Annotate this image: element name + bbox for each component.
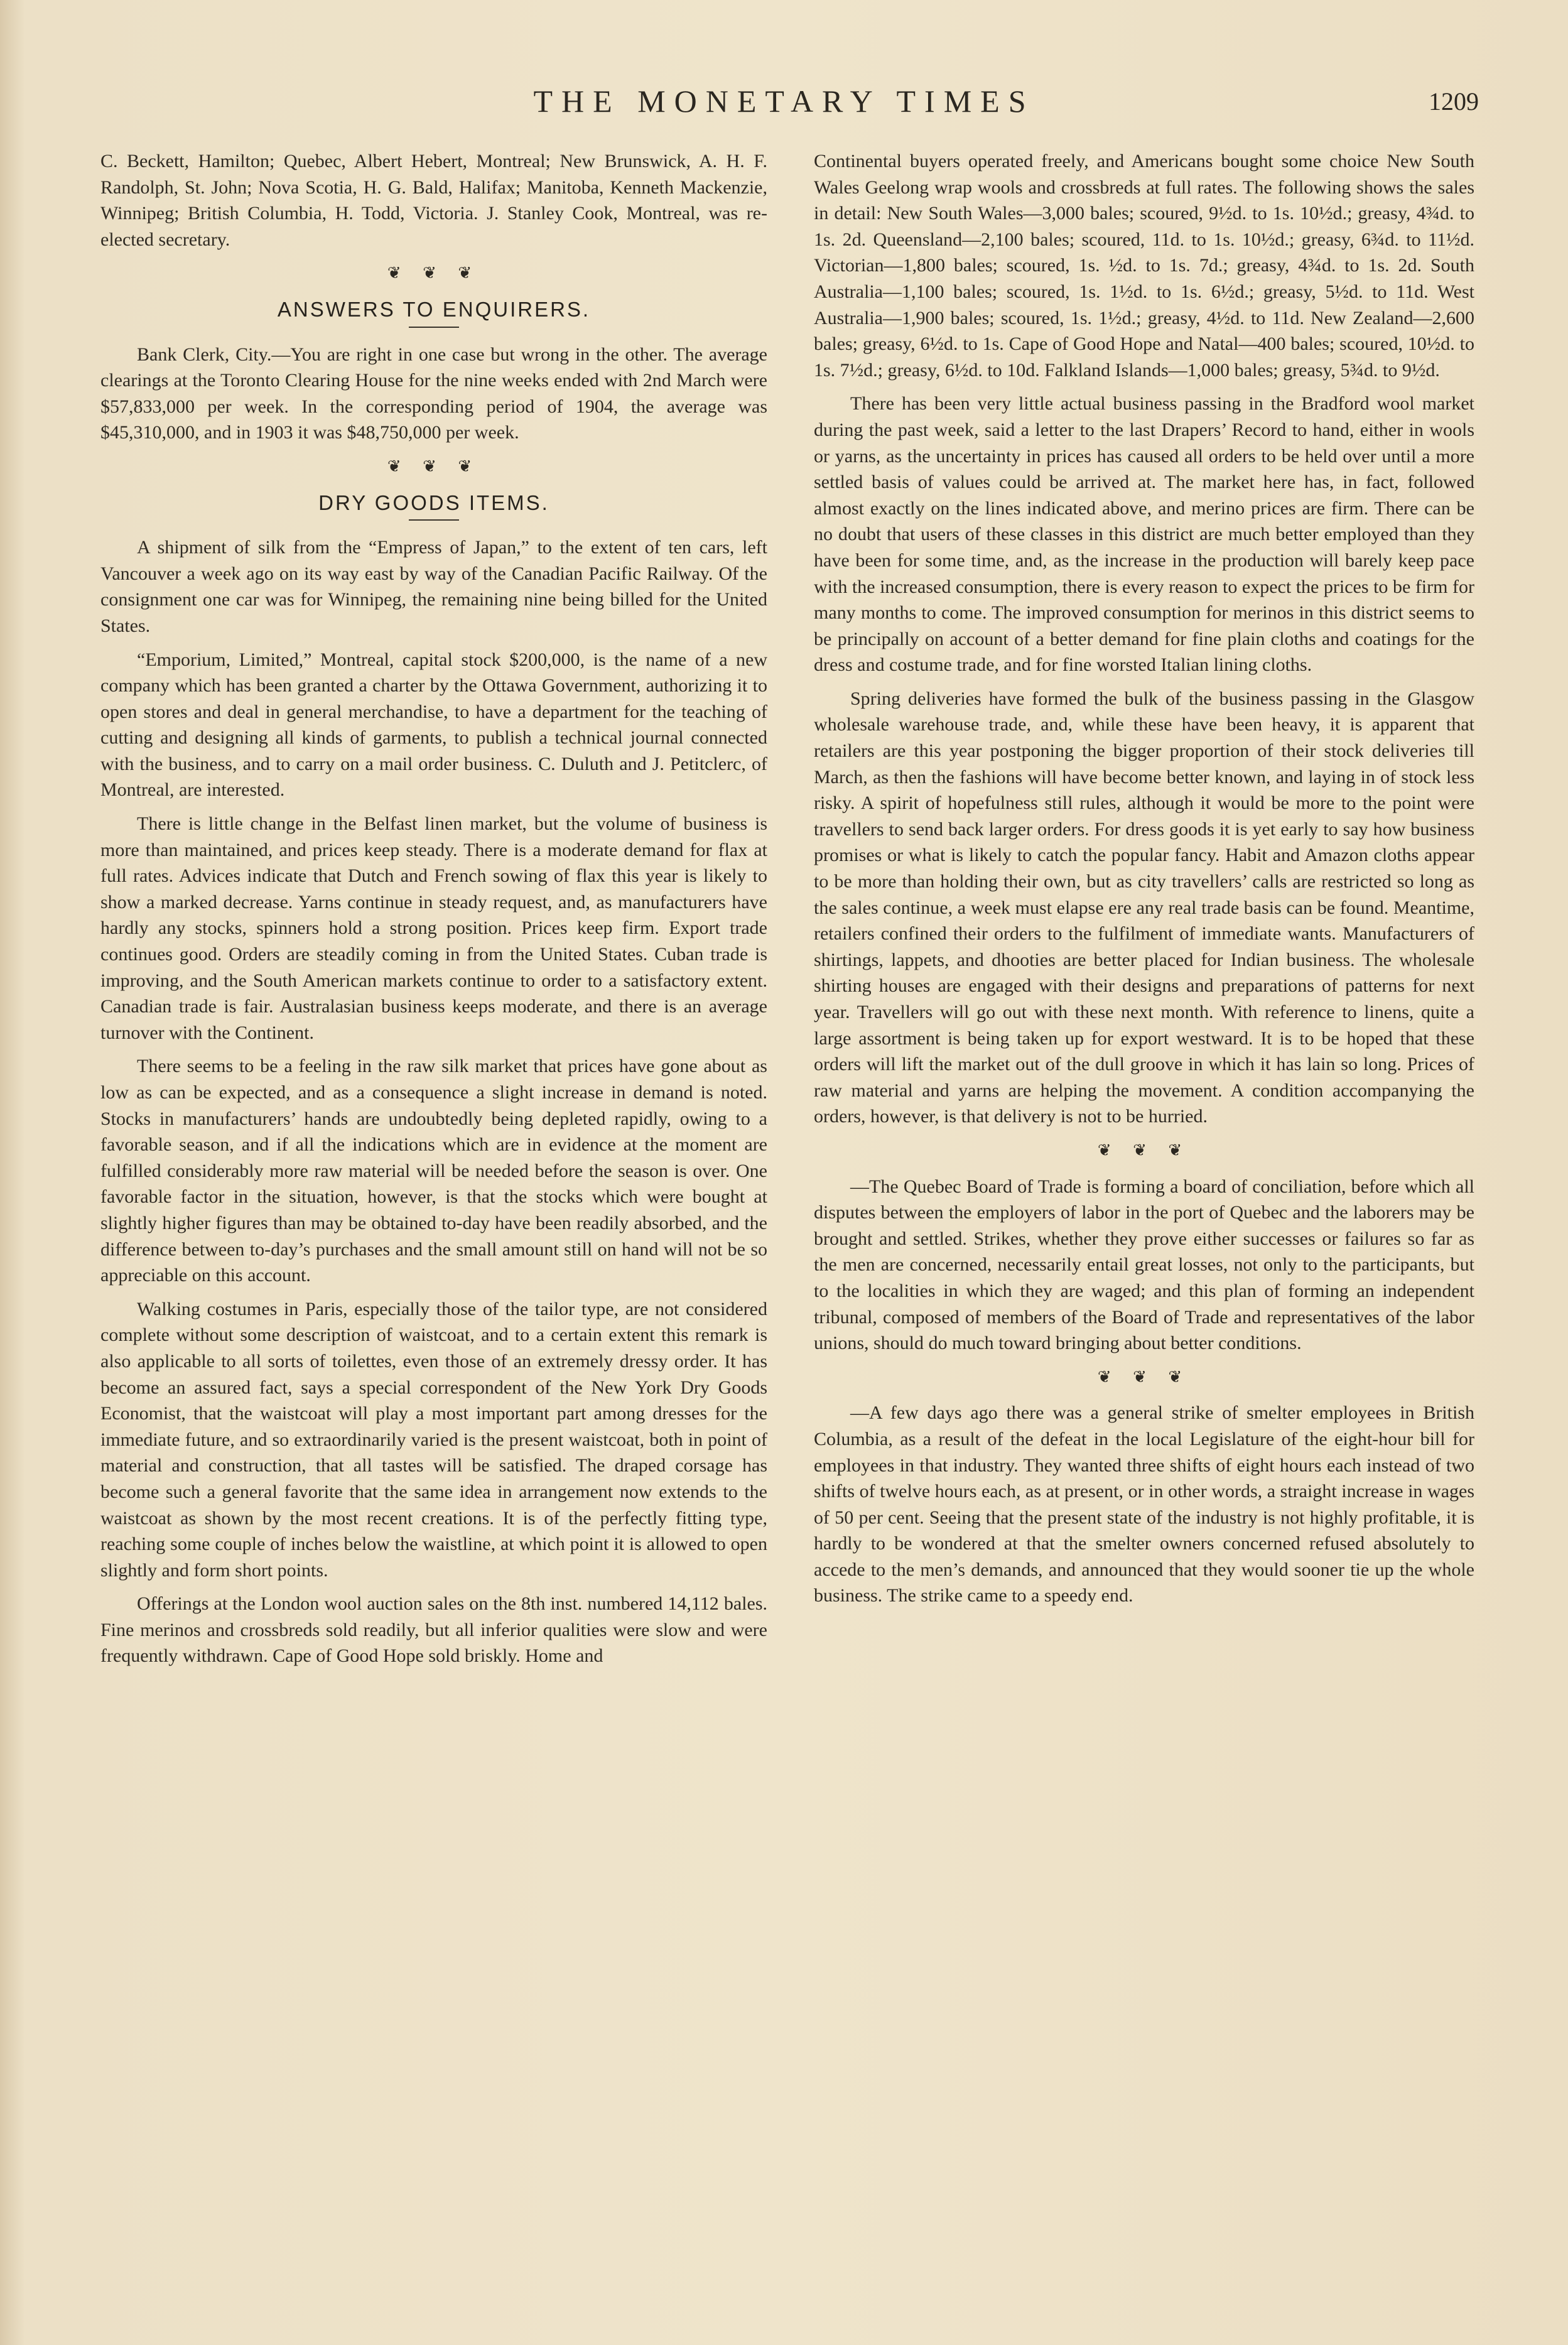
article-paragraph: Spring deliveries have formed the bulk of the business passing in the Glasgow wholesale warehouse trade, and, while these have been heavy, it is apparent that retailers are this year postponing the bigger proportion of their stock deliveries till March, as then the fashions will have become better known, and laying in of stock less risky. A spirit of hopefulness still rules, although it would be more to the point were travellers to send back larger orders. For dress goods it is yet early to say how business promises or what is likely to catch the popular fancy. Habit and Amazon cloths appear to be more than holding their own, but as city travellers’ calls are restricted so long as the sales continue, a week must elapse ere any real trade basis can be found. Meantime, retailers confined their orders to the fulfilment of immediate wants. Manufacturers of shirtings, lappets, and dhooties are better placed for Indian business. The wholesale shirting houses are engaged with their designs and preparations of patterns for next year. Travellers will go out with these next month. With reference to linens, quite a large assortment is being taken up for export westward. It is to be hoped that these orders will lift the market out of the dull groove in which it has lain so long. Prices of raw material and yarns are helping the movement. A condition accompanying the orders, however, is that delivery is not to be hurried.	[814, 688, 1474, 1127]
page-number: 1209	[1429, 87, 1479, 116]
section-ornament: ❦ ❦ ❦	[387, 264, 481, 283]
intro-paragraph: C. Beckett, Hamilton; Quebec, Albert Hebert, Montreal; New Brunswick, A. H. F. Randolph, St. John; Nova Scotia, H. G. Bald, Halifax; Manitoba, Kenneth Mackenzie, Winnipeg; British Columbia, H. Todd, Victoria. J. Stanley Cook, Montreal, was re-elected secretary.	[100, 151, 767, 250]
heading-rule	[409, 519, 459, 521]
masthead	[0, 83, 1568, 127]
article-paragraph: Offerings at the London wool auction sales on the 8th inst. numbered 14,112 bales. Fine merinos and crossbreds sold readily, but all inferior qualities were slow and were frequently withdrawn. Cape of Good Hope sold briskly. Home and	[100, 1593, 767, 1667]
article-paragraph: There has been very little actual business passing in the Bradford wool market during the past week, said a letter to the last Drapers’ Record to hand, either in wools or yarns, as the uncertainty in prices has caused all orders to be held over until a more settled basis of values could be arrived at. The market here has, in fact, followed almost exactly on the lines indicated above, and merino prices are firm. There can be no doubt that users of these classes in this district are much better employed than they have been for some time, and, as the increase in the production will barely keep pace with the increased consumption, there is every reason to expect the prices to be firm for many months to come. The improved consumption for merinos in this district seems to be principally on account of a better demand for fine plain cloths and coatings for the dress and costume trade, and for fine worsted Italian lining cloths.	[814, 393, 1474, 676]
heading-rule	[409, 327, 459, 328]
right-column	[814, 148, 1474, 1617]
left-column	[100, 148, 767, 1677]
article-paragraph: There seems to be a feeling in the raw silk market that prices have gone about as low as can be expected, and as a consequence a slight increase in demand is noted. Stocks in manufacturers’ hands are undoubtedly being depleted rapidly, owing to a favorable season, and if all the indications which are in evidence at the moment are fulfilled considerably more raw material will be needed before the season is over. One favorable factor in the situation, however, is that the stocks which were bought at slightly higher figures than may be obtained to-day have been readily absorbed, and the difference between to-day’s purchases and the small amount still on hand will not be so appreciable on this account.	[100, 1056, 767, 1286]
article-paragraph: A shipment of silk from the “Empress of Japan,” to the extent of ten cars, left Vancouver a week ago on its way east by way of the Canadian Pacific Railway. Of the consignment one car was for Winnipeg, the remaining nine being billed for the United States.	[100, 537, 767, 636]
section-ornament: ❦ ❦ ❦	[1097, 1140, 1191, 1159]
article-paragraph: Continental buyers operated freely, and Americans bought some choice New South Wales Geelong wrap wools and crossbreds at full rates. The following shows the sales in detail: New South Wales—3,000 bales; scoured, 9½d. to 1s. 10½d.; greasy, 4¾d. to 1s. 2d. Queensland—2,100 bales; scoured, 11d. to 1s. 10½d.; greasy, 6¾d. to 11½d. Victorian—1,800 bales; scoured, 1s. ½d. to 1s. 7d.; greasy, 4¾d. to 1s. 2d. South Australia—1,100 bales; scoured, 1s. 1½d. to 1s. 6½d.; greasy, 5½d. to 11d. West Australia—1,900 bales; scoured, 1s. 1½d.; greasy, 4½d. to 11d. New Zealand—2,600 bales; greasy, 6½d. to 1s. Cape of Good Hope and Natal—400 bales; scoured, 10½d. to 1s. 7½d.; greasy, 6½d. to 10d. Falkland Islands—1,000 bales; greasy, 5¾d. to 9½d.	[814, 151, 1474, 381]
article-paragraph: There is little change in the Belfast linen market, but the volume of business is more than maintained, and prices keep steady. There is a moderate demand for flax at full rates. Advices indicate that Dutch and French sowing of flax this year is likely to show a marked decrease. Yarns continue in steady request, and, as manufacturers have hardly any stocks, spinners hold a strong position. Prices keep firm. Export trade continues good. Orders are steadily coming in from the United States. Cuban trade is improving, and the South American markets continue to order to a satisfactory extent. Canadian trade is fair. Australasian business keeps moderate, and there is an average turnover with the Continent.	[100, 813, 767, 1043]
answers-paragraph: Bank Clerk, City.—You are right in one case but wrong in the other. The average clearings at the Toronto Clearing House for the nine weeks ended with 2nd March were $57,833,000 per week. In the corresponding period of 1904, the average was $45,310,000, and in 1903 it was $48,750,000 per week.	[100, 344, 767, 443]
section-ornament: ❦ ❦ ❦	[1097, 1367, 1191, 1386]
answers-heading: ANSWERS TO ENQUIRERS.	[277, 297, 591, 321]
section-ornament: ❦ ❦ ❦	[387, 457, 481, 475]
dry-goods-heading: DRY GOODS ITEMS.	[318, 490, 549, 514]
article-paragraph: “Emporium, Limited,” Montreal, capital stock $200,000, is the name of a new company which has been granted a charter by the Ottawa Government, authorizing it to open stores and deal in general merchandise, to have a department for the teaching of cutting and designing all kinds of garments, to publish a technical journal connected with the business, and to carry on a mail order business. C. Duluth and J. Petitclerc, of Montreal, are interested.	[100, 649, 767, 801]
strike-paragraph: —A few days ago there was a general strike of smelter employees in British Columbia, as a result of the defeat in the local Legislature of the eight-hour bill for employees in that industry. They wanted three shifts of eight hours each instead of two shifts of twelve hours each, as at present, or in other words, a straight increase in wages of 50 per cent. Seeing that the present state of the industry is not highly profitable, it is hardly to be wondered at that the smelter owners concerned refused absolutely to accede to the men’s demands, and announced that they would sooner tie up the whole business. The strike came to a speedy end.	[814, 1402, 1474, 1606]
publication-title: THE MONETARY TIMES	[533, 84, 1035, 119]
article-paragraph: Walking costumes in Paris, especially those of the tailor type, are not considered complete without some description of waistcoat, and to a certain extent this remark is also applicable to all sorts of toilettes, even those of an extremely dressy order. It has become an assured fact, says a special correspondent of the New York Dry Goods Economist, that the waistcoat will play a most important part among dresses for the immediate future, and so extraordinarily varied is the present waistcoat, both in point of material and construction, that all tastes will be satisfied. The draped corsage has become such a general favorite that the same idea in arrangement now extends to the waistcoat as shown by the most recent creations. It is of the perfectly fitting type, reaching some couple of inches below the waistline, at which point it is allowed to open slightly and form short points.	[100, 1298, 767, 1581]
quebec-paragraph: —The Quebec Board of Trade is forming a board of conciliation, before which all disputes between the employers of labor in the port of Quebec and the laborers may be brought and settled. Strikes, whether they prove either successes or failures so far as the men are concerned, necessarily entail great losses, not only to the participants, but to the localities in which they are waged; and this plan of forming an independent tribunal, composed of members of the Board of Trade and representatives of the labor unions, should do much toward bringing about better conditions.	[814, 1176, 1474, 1354]
